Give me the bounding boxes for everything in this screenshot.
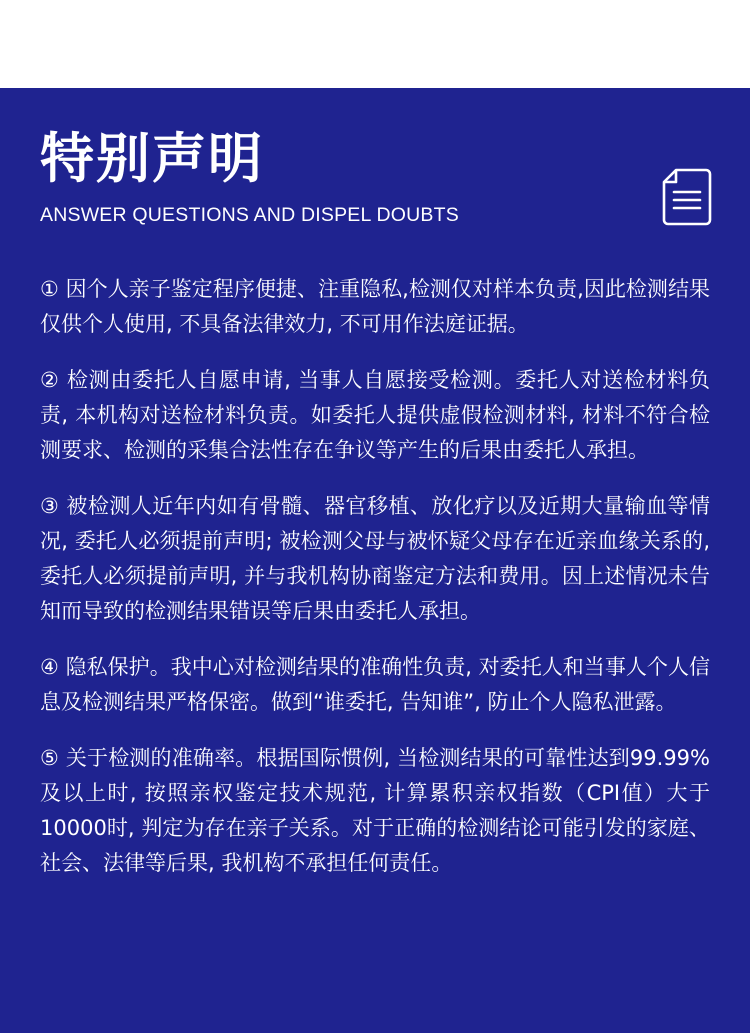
statement-item: ② 检测由委托人自愿申请, 当事人自愿接受检测。委托人对送检材料负责, 本机构对送检材料负责。如委托人提供虚假检测材料, 材料不符合检测要求、检测的采集合法性存在争议等产生的后果由委托人承担。: [40, 368, 710, 462]
statement-item: ⑤ 关于检测的准确率。根据国际惯例, 当检测结果的可靠性达到99.99%及以上时, 按照亲权鉴定技术规范, 计算累积亲权指数（CPI值）大于10000时, 判定为存在亲子关系。对于正确的检测结论可能引发的家庭、社会、法律等后果, 我机构不承担任何责任。: [40, 746, 710, 875]
page-subtitle: ANSWER QUESTIONS AND DISPEL DOUBTS: [40, 204, 459, 226]
statement-list: [40, 272, 710, 881]
statement-item: ① 因个人亲子鉴定程序便捷、注重隐私,检测仅对样本负责,因此检测结果仅供个人使用, 不具备法律效力, 不可用作法庭证据。: [40, 277, 710, 336]
top-white-strip: [0, 0, 750, 88]
statement-item: ③ 被检测人近年内如有骨髓、器官移植、放化疗以及近期大量输血等情况, 委托人必须提前声明; 被检测父母与被怀疑父母存在近亲血缘关系的, 委托人必须提前声明, 并与我机构协商鉴定方法和费用。因上述情况未告知而导致的检测结果错误等后果由委托人承担。: [40, 494, 710, 623]
statement-item: ④ 隐私保护。我中心对检测结果的准确性负责, 对委托人和当事人个人信息及检测结果严格保密。做到“谁委托, 告知谁”, 防止个人隐私泄露。: [40, 655, 710, 714]
page-title: 特别声明: [40, 127, 264, 190]
document-icon: [662, 168, 712, 226]
statement-panel: [0, 88, 750, 1033]
